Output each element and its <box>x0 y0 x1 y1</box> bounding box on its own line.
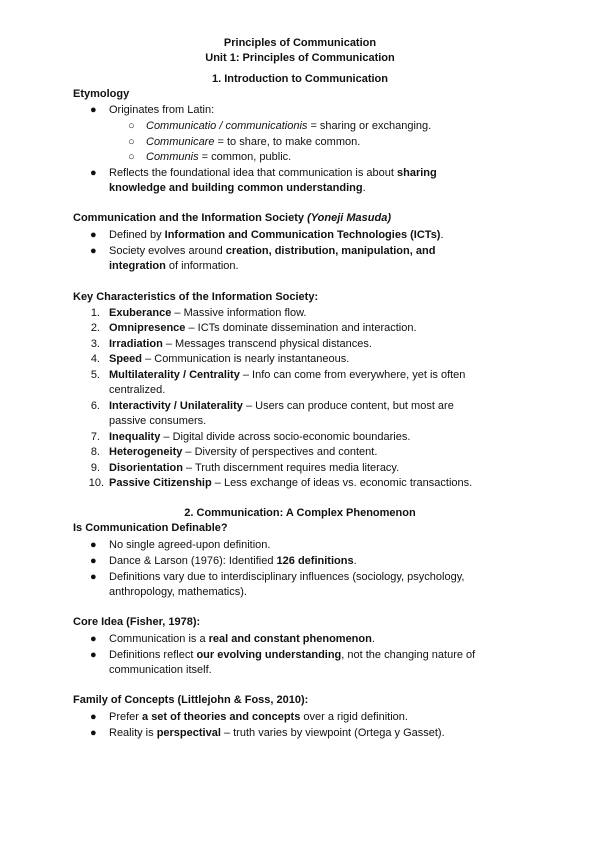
bullet-icon: ● <box>90 633 97 645</box>
etymology-heading: Etymology <box>73 88 130 100</box>
list-number: 3. <box>90 338 100 350</box>
info-society-item-2-line1: Society evolves around creation, distribution, manipulation, and <box>109 245 436 257</box>
core-idea-item-2-line1: Definitions reflect our evolving understanding, not the changing nature of <box>109 649 476 661</box>
info-society-heading: Communication and the Information Society (Yoneji Masuda) <box>73 212 392 224</box>
etymology-origin: Originates from Latin: <box>109 104 215 116</box>
characteristic-item-cont: passive consumers. <box>109 415 207 427</box>
characteristic-item: Multilaterality / Centrality – Info can come from everywhere, yet is often <box>109 369 466 381</box>
bullet-icon: ● <box>90 104 97 116</box>
etymology-term-3: Communis = common, public. <box>146 151 292 163</box>
characteristic-item-cont: centralized. <box>109 384 166 396</box>
family-concepts-heading: Family of Concepts (Littlejohn & Foss, 2010): <box>73 694 309 706</box>
characteristic-item: Heterogeneity – Diversity of perspectives and content. <box>109 446 378 458</box>
bullet-icon: ● <box>90 167 97 179</box>
core-idea-item-2-line2: communication itself. <box>109 664 212 676</box>
list-number: 10. <box>88 477 104 489</box>
bullet-icon: ● <box>90 555 97 567</box>
list-number: 8. <box>90 446 100 458</box>
definable-heading: Is Communication Definable? <box>73 522 228 534</box>
section-2-title: 2. Communication: A Complex Phenomenon <box>184 507 416 519</box>
bullet-icon: ● <box>90 711 97 723</box>
bullet-icon: ● <box>90 649 97 661</box>
characteristic-item: Inequality – Digital divide across socio-economic boundaries. <box>109 431 411 443</box>
family-concepts-item-1: Prefer a set of theories and concepts over a rigid definition. <box>109 711 408 723</box>
list-number: 2. <box>90 322 100 334</box>
definable-item-1: No single agreed-upon definition. <box>109 539 271 551</box>
definable-item-3-line2: anthropology, mathematics). <box>109 586 247 598</box>
list-number: 6. <box>90 400 100 412</box>
circle-bullet-icon: ○ <box>128 136 135 148</box>
etymology-reflect-line2: knowledge and building common understanding. <box>109 182 366 194</box>
family-concepts-item-2: Reality is perspectival – truth varies by viewpoint (Ortega y Gasset). <box>109 727 445 739</box>
bullet-icon: ● <box>90 727 97 739</box>
etymology-reflect-line1: Reflects the foundational idea that communication is about sharing <box>109 167 437 179</box>
etymology-term-1: Communicatio / communicationis = sharing or exchanging. <box>146 120 432 132</box>
characteristic-item: Omnipresence – ICTs dominate dissemination and interaction. <box>109 322 417 334</box>
info-society-item-1: Defined by Information and Communication Technologies (ICTs). <box>109 229 444 241</box>
bullet-icon: ● <box>90 229 97 241</box>
circle-bullet-icon: ○ <box>128 120 135 132</box>
characteristic-item: Speed – Communication is nearly instantaneous. <box>109 353 350 365</box>
section-1-title: 1. Introduction to Communication <box>212 73 388 85</box>
bullet-icon: ● <box>90 539 97 551</box>
characteristic-item: Disorientation – Truth discernment requires media literacy. <box>109 462 400 474</box>
characteristic-item: Exuberance – Massive information flow. <box>109 307 307 319</box>
info-society-item-2-line2: integration of information. <box>109 260 239 272</box>
characteristic-item: Interactivity / Unilaterality – Users can produce content, but most are <box>109 400 454 412</box>
definable-item-3-line1: Definitions vary due to interdisciplinary influences (sociology, psychology, <box>109 571 465 583</box>
list-number: 9. <box>90 462 100 474</box>
list-number: 7. <box>90 431 100 443</box>
bullet-icon: ● <box>90 245 97 257</box>
core-idea-heading: Core Idea (Fisher, 1978): <box>73 616 201 628</box>
characteristics-heading: Key Characteristics of the Information Society: <box>73 291 319 303</box>
characteristic-item: Passive Citizenship – Less exchange of ideas vs. economic transactions. <box>109 477 473 489</box>
list-number: 4. <box>90 353 100 365</box>
core-idea-item-1: Communication is a real and constant phenomenon. <box>109 633 375 645</box>
list-number: 5. <box>90 369 100 381</box>
circle-bullet-icon: ○ <box>128 151 135 163</box>
etymology-term-2: Communicare = to share, to make common. <box>146 136 361 148</box>
doc-title: Principles of Communication <box>223 37 377 49</box>
unit-title: Unit 1: Principles of Communication <box>205 52 395 64</box>
bullet-icon: ● <box>90 571 97 583</box>
definable-item-2: Dance & Larson (1976): Identified 126 definitions. <box>109 555 357 567</box>
list-number: 1. <box>90 307 100 319</box>
characteristic-item: Irradiation – Messages transcend physical distances. <box>109 338 372 350</box>
